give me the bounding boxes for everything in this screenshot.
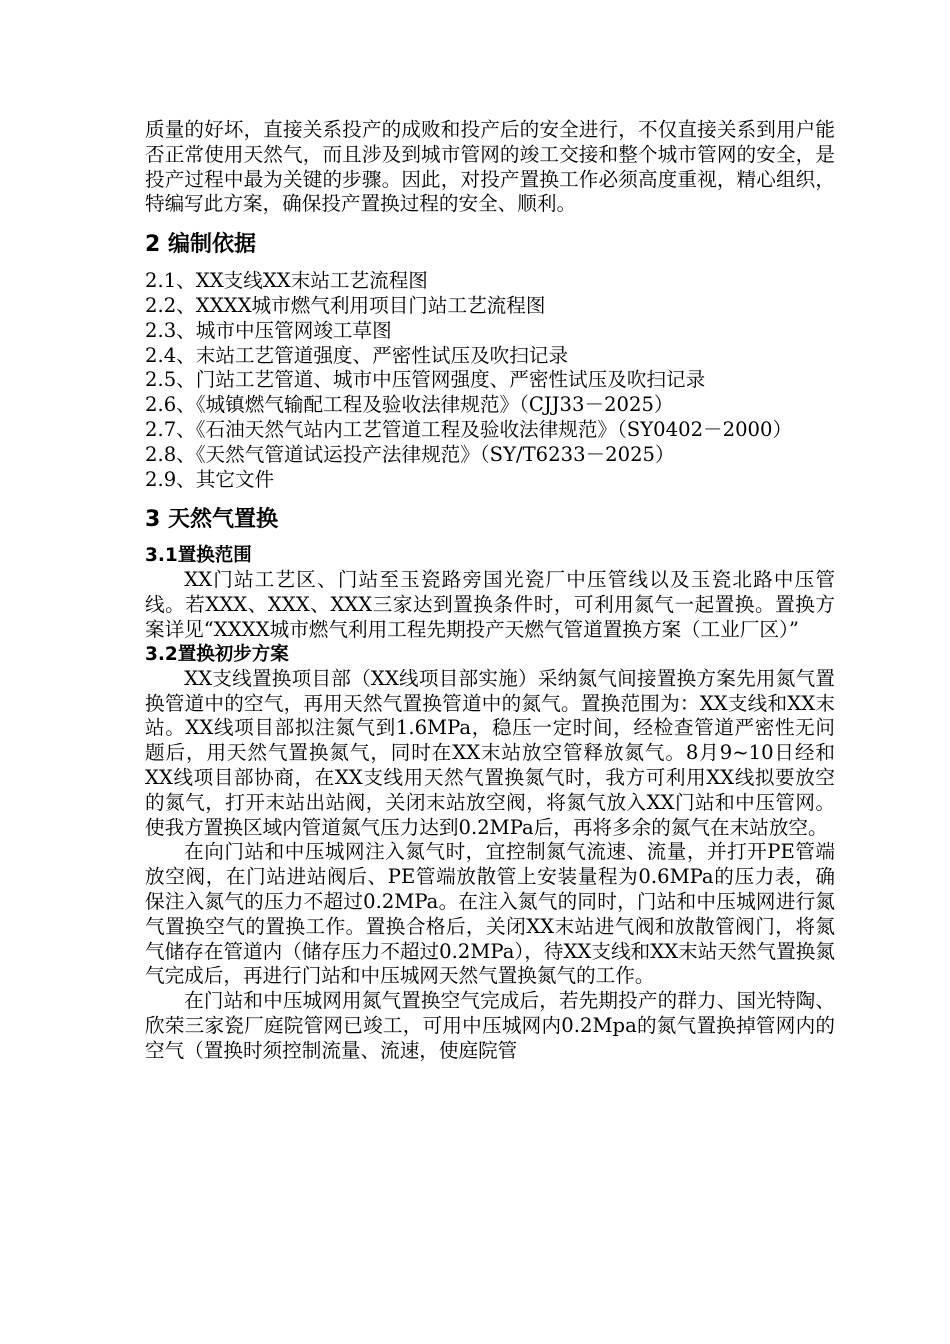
document-page xyxy=(145,118,835,1064)
reference-item: 2.7、《石油天然气站内工艺管道工程及验收法律规范》（SY0402－2000） xyxy=(145,417,793,441)
section-3-heading: 3 天然气置换 xyxy=(145,507,278,533)
section-2-heading: 2 编制依据 xyxy=(145,232,256,258)
section-3-2-paragraph-2: 在向门站和中压城网注入氮气时，宜控制氮气流速、流量，并打开PE管端放空阀，在门站进站阀后、PE管端放散管上安装量程为0.6MPa的压力表，确保注入氮气的压力不超过0.2MPa。在注入氮气的同时，门站和中压城网进行氮气置换空气的置换工作。置换合格后，关闭XX末站进气阀和放散管阀门，将氮气储存在管道内（储存压力不超过0.2MPa），待XX支线和XX末站天然气置换氮气完成后，再进行门站和中压城网天然气置换氮气的工作。 xyxy=(145,840,835,988)
reference-item: 2.3、城市中压管网竣工草图 xyxy=(145,318,392,342)
reference-item: 2.1、XX支线XX末站工艺流程图 xyxy=(145,269,428,293)
section-3-1-heading: 3.1置换范围 xyxy=(145,545,252,567)
section-3-1-paragraph: XX门站工艺区、门站至玉瓷路旁国光瓷厂中压管线以及玉瓷北路中压管线。若XXX、XXX、XXX三家达到置换条件时，可利用氮气一起置换。置换方案详见“XXXX城市燃气利用工程先期投产天燃气管道置换方案（工业厂区）” xyxy=(145,568,835,641)
reference-item: 2.4、末站工艺管道强度、严密性试压及吹扫记录 xyxy=(145,343,569,367)
reference-item: 2.8、《天然气管道试运投产法律规范》（SY/T6233－2025） xyxy=(145,442,675,466)
section-3-2-paragraph-3: 在门站和中压城网用氮气置换空气完成后，若先期投产的群力、国光特陶、欣荣三家瓷厂庭院管网已竣工，可用中压城网内0.2Mpa的氮气置换掉管网内的空气（置换时须控制流量、流速，使庭院管 xyxy=(145,989,835,1062)
reference-item: 2.9、其它文件 xyxy=(145,467,275,491)
intro-paragraph: 质量的好坏，直接关系投产的成败和投产后的安全进行，不仅直接关系到用户能否正常使用天然气，而且涉及到城市管网的竣工交接和整个城市管网的安全，是投产过程中最为关键的步骤。因此，对投产置换工作必须高度重视，精心组织，特编写此方案，确保投产置换过程的安全、顺利。 xyxy=(145,118,835,216)
reference-item: 2.5、门站工艺管道、城市中压管网强度、严密性试压及吹扫记录 xyxy=(145,368,706,392)
reference-item: 2.6、《城镇燃气输配工程及验收法律规范》（CJJ33－2025） xyxy=(145,393,674,417)
reference-list xyxy=(145,269,835,492)
section-3-2-heading: 3.2置换初步方案 xyxy=(145,643,289,665)
section-3-2-paragraph-1: XX支线置换项目部（XX线项目部实施）采纳氮气间接置换方案先用氮气置换管道中的空气，再用天然气置换管道中的氮气。置换范围为：XX支线和XX末站。XX线项目部拟注氮气到1.6MPa，稳压一定时间，经检查管道严密性无问题后，用天然气置换氮气，同时在XX末站放空管释放氮气。8月9~10日经和XX线项目部协商，在XX支线用天然气置换氮气时，我方可利用XX线拟要放空的氮气，打开末站出站阀，关闭末站放空阀，将氮气放入XX门站和中压管网。使我方置换区域内管道氮气压力达到0.2MPa后，再将多余的氮气在末站放空。 xyxy=(145,666,835,839)
reference-item: 2.2、XXXX城市燃气利用项目门站工艺流程图 xyxy=(145,293,546,317)
